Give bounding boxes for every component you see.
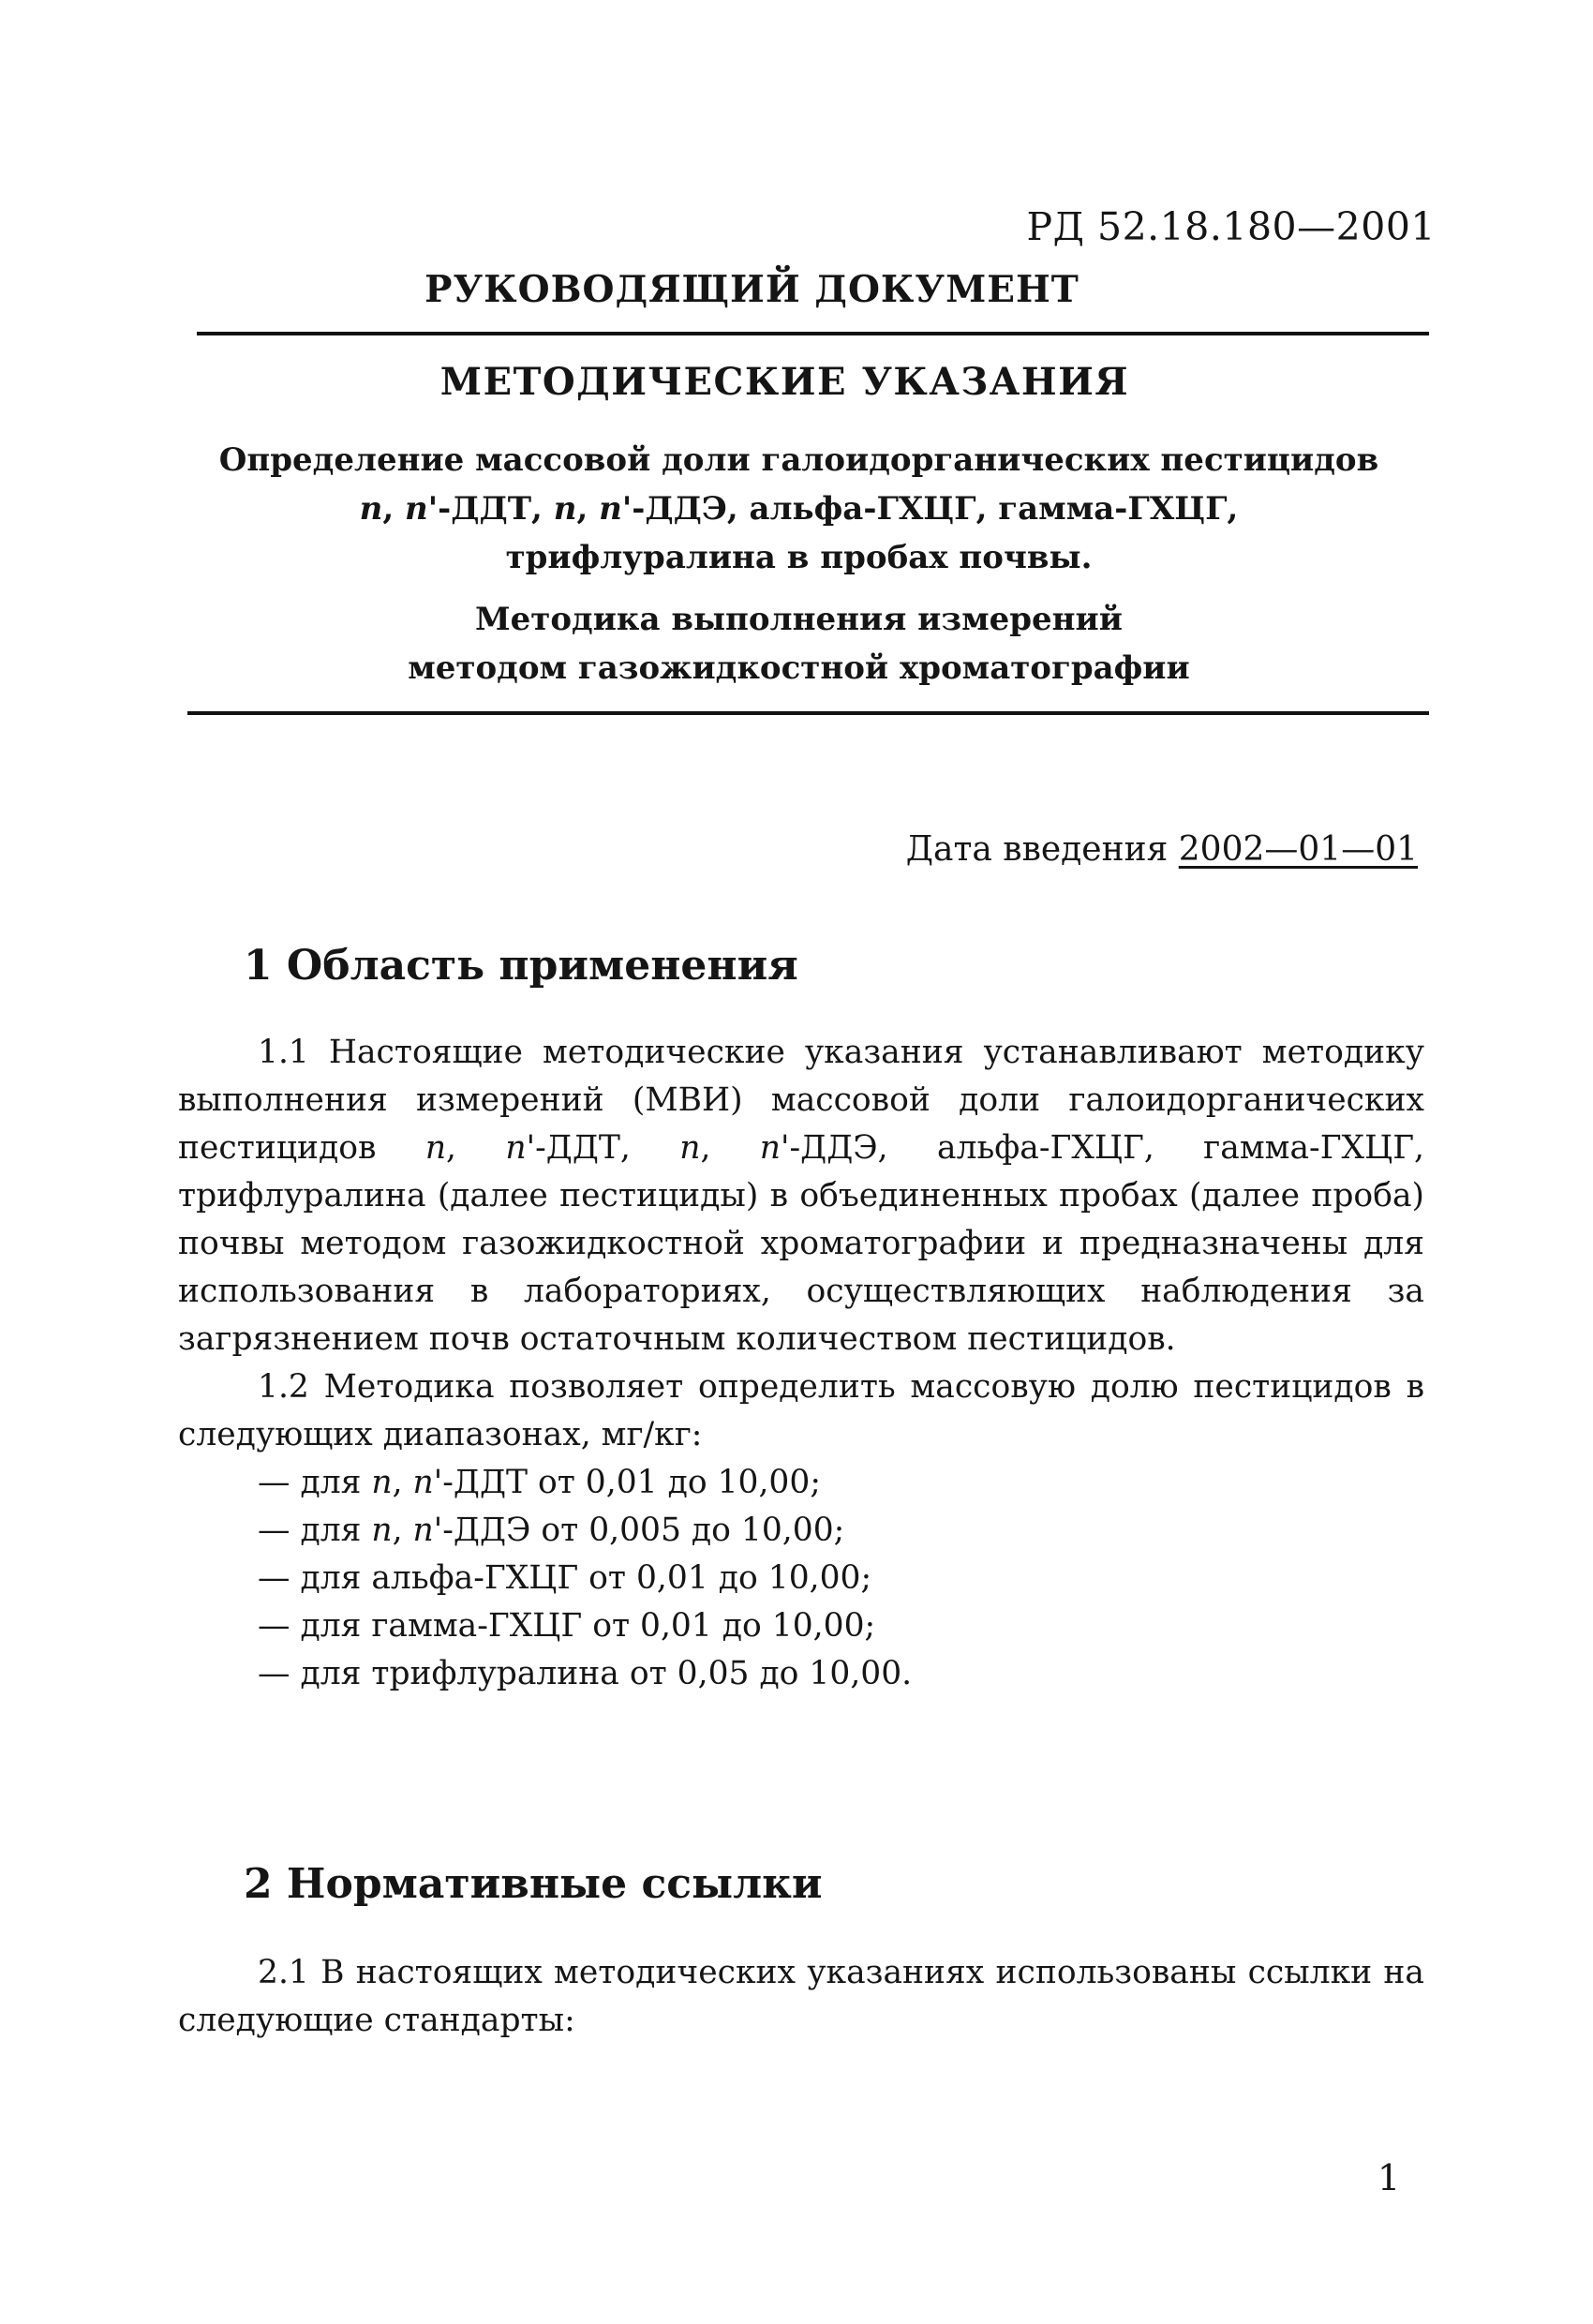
section-scope — [178, 942, 1424, 1698]
paragraph: 1.1 Настоящие методические указания устанавливают методику выполнения измерений (МВИ) массовой доли галоидорганических пестицидов n, n'-ДДТ, n, n'-ДДЭ, альфа-ГХЦГ, гамма-ГХЦГ, трифлуралина (далее пестициды) в объединенных пробах (далее проба) почвы методом газожидкостной хроматографии и предназначены для использования в лабораториях, осуществляющих наблюдения за загрязнением почв остаточным количеством пестицидов. — [178, 1034, 1425, 1358]
introduction-date — [906, 830, 1418, 869]
document-header — [197, 268, 1429, 715]
paragraph: 2.1 В настоящих методических указаниях использованы ссылки на следующие стандарты: — [178, 1954, 1424, 2039]
introduction-date-label: Дата введения — [905, 830, 1169, 869]
document-subtitle — [169, 595, 1429, 693]
document-title — [169, 436, 1429, 582]
section-heading: 1 Область применения — [244, 942, 798, 990]
document-code: РД 52.18.180—2001 — [1026, 204, 1436, 249]
paragraph: 1.2 Методика позволяет определить массовую долю пестицидов в следующих диапазонах, мг/кг: — [178, 1368, 1424, 1453]
section-heading: 2 Нормативные ссылки — [244, 1860, 823, 1908]
page-number: 1 — [1377, 2157, 1401, 2198]
subtitle-line: методом газожидкостной хроматографии — [408, 649, 1190, 687]
header-rule-top — [197, 332, 1429, 335]
list-item: — для n, n'-ДДТ от 0,01 до 10,00; — [258, 1464, 821, 1501]
list-item: — для n, n'-ДДЭ от 0,005 до 10,00; — [258, 1512, 845, 1549]
range-list — [178, 1459, 1424, 1698]
list-item: — для трифлуралина от 0,05 до 10,00. — [258, 1655, 913, 1692]
list-item: — для альфа-ГХЦГ от 0,01 до 10,00; — [258, 1559, 872, 1597]
list-item: — для гамма-ГХЦГ от 0,01 до 10,00; — [258, 1607, 876, 1645]
section-references — [178, 1860, 1424, 2045]
document-kind: МЕТОДИЧЕСКИЕ УКАЗАНИЯ — [439, 360, 1130, 404]
title-line: трифлуралина в пробах почвы. — [505, 539, 1093, 576]
header-rule-bottom — [187, 711, 1429, 715]
introduction-date-value: 2002—01—01 — [1178, 830, 1418, 869]
title-line: n, n'-ДДТ, n, n'-ДДЭ, альфа-ГХЦГ, гамма-ГХЦГ, — [359, 490, 1239, 528]
title-line: Определение массовой доли галоидорганических пестицидов — [218, 441, 1379, 479]
document-type: РУКОВОДЯЩИЙ ДОКУМЕНТ — [424, 268, 1079, 311]
subtitle-line: Методика выполнения измерений — [475, 601, 1123, 638]
